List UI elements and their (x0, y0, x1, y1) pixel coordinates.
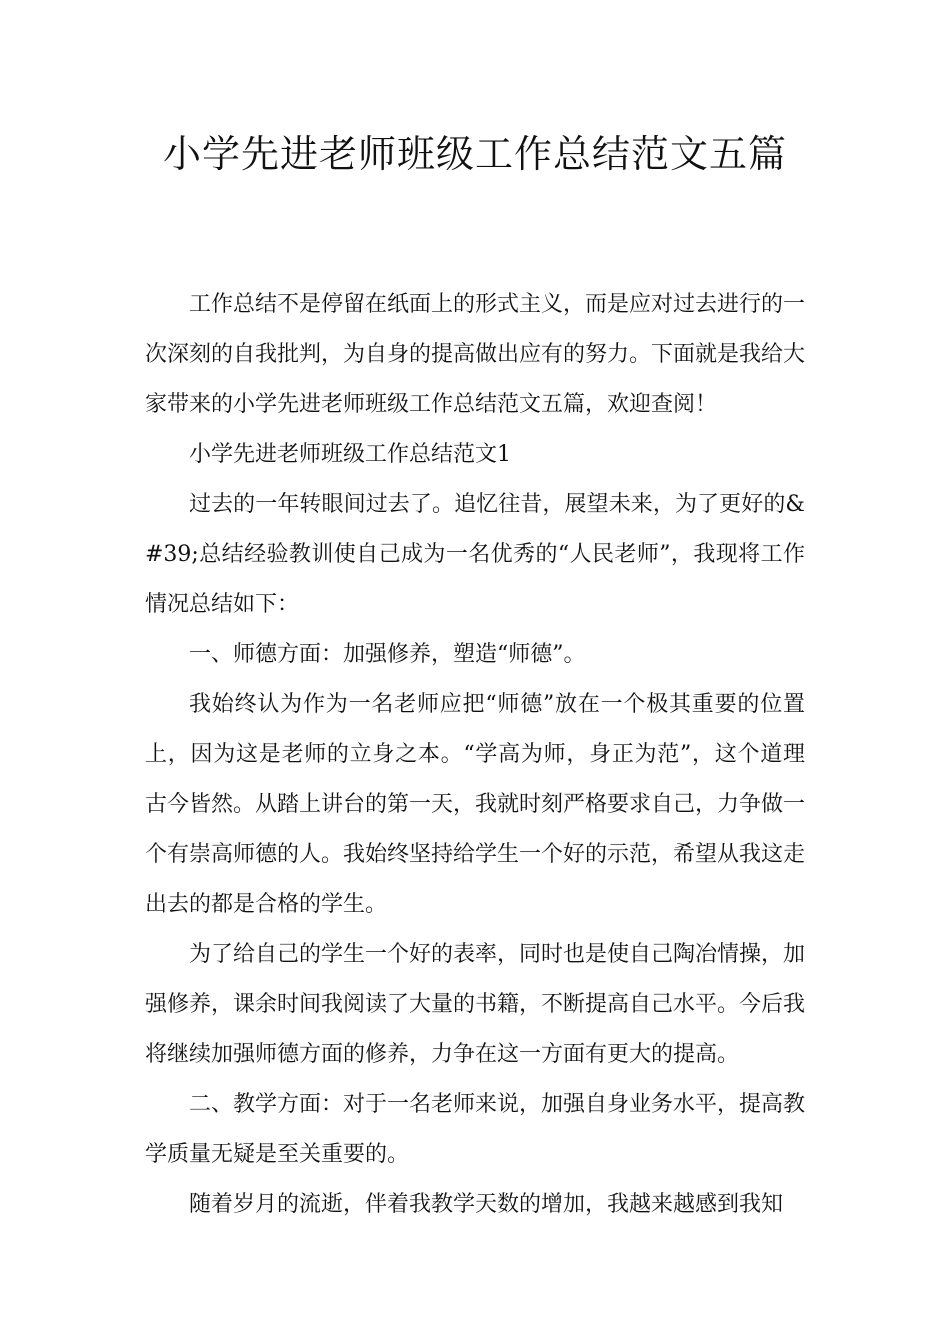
subsection-heading-ethics: 一、师德方面：加强修养，塑造“师德”。 (189, 642, 586, 667)
body-paragraph: 我始终认为作为一名老师应把“师德”放在一个极其重要的位置上，因为这是老师的立身之本。“学高为师，身正为范”，这个道理古今皆然。从踏上讲台的第一天，我就时刻严格要求自己，力争做一个有崇高师德的人。我始终坚持给学生一个好的示范，希望从我这走出去的都是合格的学生。 (145, 692, 806, 917)
document-body (145, 280, 805, 1230)
subsection-heading-teaching: 二、教学方面：对于一名老师来说，加强自身业务水平，提高教学质量无疑是至关重要的。 (145, 1092, 806, 1167)
document-title: 小学先进老师班级工作总结范文五篇 (162, 132, 787, 176)
body-paragraph: 随着岁月的流逝，伴着我教学天数的增加，我越来越感到我知 (189, 1192, 784, 1217)
intro-paragraph: 工作总结不是停留在纸面上的形式主义，而是应对过去进行的一次深刻的自我批判，为自身的提高做出应有的努力。下面就是我给大家带来的小学先进老师班级工作总结范文五篇，欢迎查阅！ (145, 292, 806, 417)
body-paragraph: 过去的一年转眼间过去了。追忆往昔，展望未来，为了更好的&#39;总结经验教训使自己成为一名优秀的“人民老师”，我现将工作情况总结如下： (145, 492, 805, 617)
section-heading-1: 小学先进老师班级工作总结范文1 (189, 442, 511, 467)
body-paragraph: 为了给自己的学生一个好的表率，同时也是使自己陶冶情操，加强修养，课余时间我阅读了大量的书籍，不断提高自己水平。今后我将继续加强师德方面的修养，力争在这一方面有更大的提高。 (145, 942, 806, 1067)
